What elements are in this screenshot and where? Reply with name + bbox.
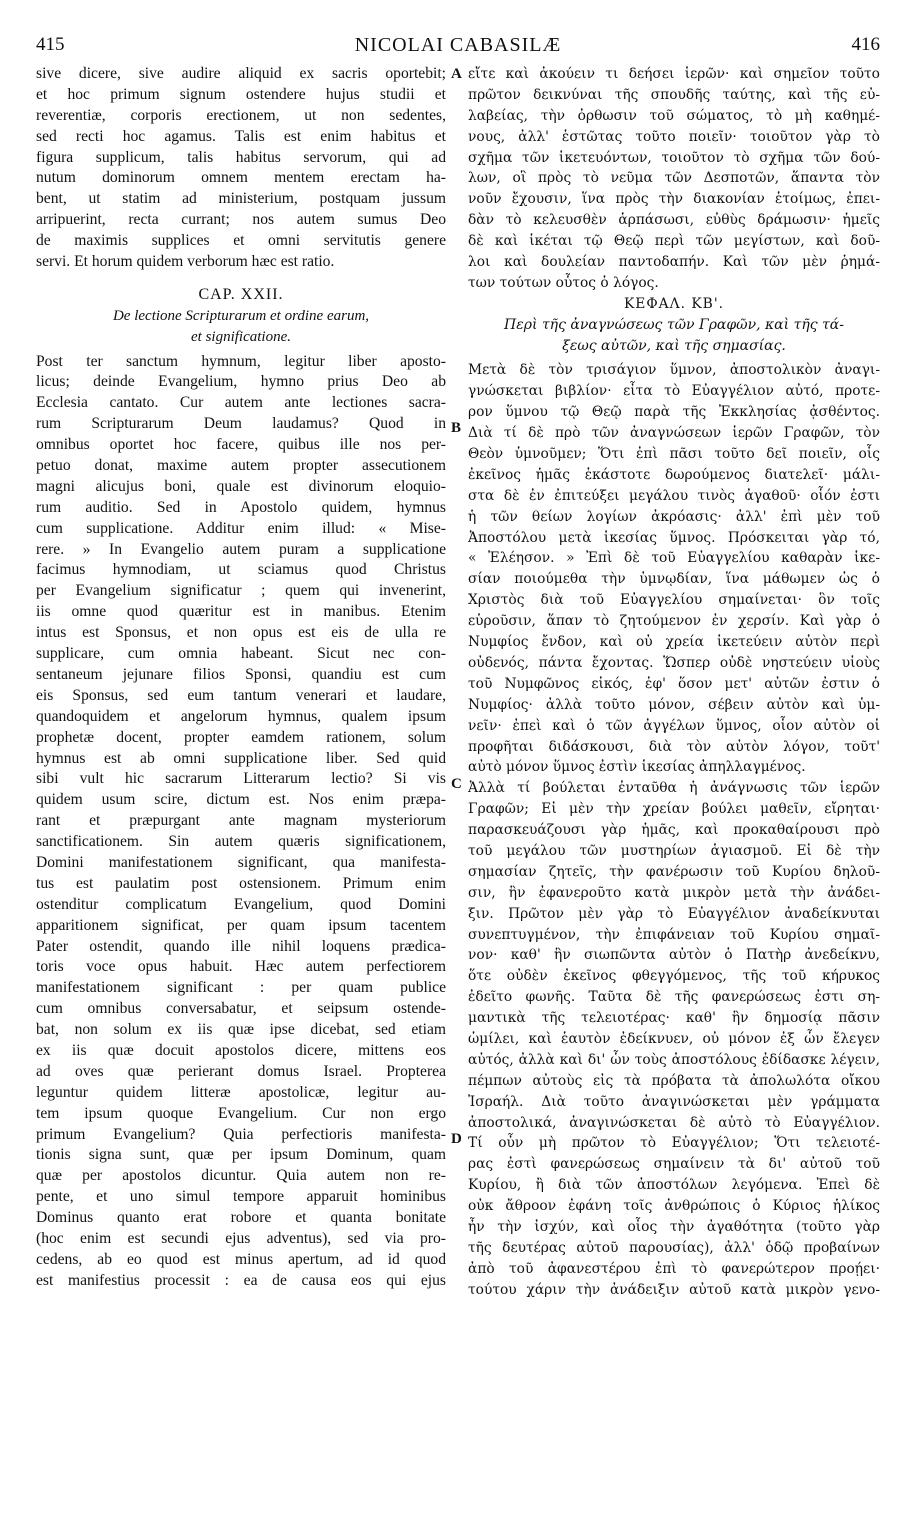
text-line: bent, ut statim ad ministerium, postquam jussum: [36, 190, 446, 208]
page-number-right: 416: [851, 34, 880, 55]
text-line: μαντικὰ τῆς τελειοτέρας· καθ' ἣν δημοσίᾳ πᾶσιν: [468, 1010, 880, 1027]
text-line: νον· καθ' ἣν σιωπῶντα αὐτὸν ὁ Πατὴρ ἀνεδείκνυ,: [468, 947, 880, 964]
text-line: Ἀποστόλου μετὰ ἱκεσίας ὕμνος. Πρόσκειται γὰρ τό,: [468, 529, 880, 546]
text-line: cedens, ab eo quod est minus apertum, ad id quod: [36, 1250, 446, 1268]
text-line: νοῦν ἔχουσιν, ἵνα πρὸς τὴν διακονίαν ἑτοίμως, ἐπει-: [468, 191, 880, 208]
page-number-left: 415: [36, 34, 65, 55]
text-line: σίαν ποιούμεθα τὴν ὑμνῳδίαν, ἵνα μάθωμεν ὡς ὁ: [468, 571, 880, 588]
text-line: rum Scripturarum Deum laudamus? Quod in: [36, 415, 446, 433]
text-line: Pater ostendit, quando ille nihil loquens prædica-: [36, 937, 446, 955]
text-line: ἀποστολικά, ἀναγινώσκεται δὲ αὐτὸ τὸ Εὐαγγέλιον.: [468, 1114, 880, 1131]
chapter-title: ΚΕΦΑΛ. ΚΒ'.: [623, 295, 724, 312]
text-line: rum auditio. Sed in Apostolo quidem, hymnus: [36, 498, 446, 516]
section-marker-c: C: [451, 776, 462, 792]
text-line: toris voce opus habuit. Hæc autem perfectiorem: [36, 958, 446, 976]
text-line: bat, non solum ex iis quæ ipse dicebat, sed etiam: [36, 1021, 446, 1039]
text-line: sed recti hoc agamus. Talis est enim habitus et: [36, 127, 446, 145]
spacer: [36, 273, 446, 285]
text-line: supplicare, cum omnia habeant. Sicut nec con-: [36, 645, 446, 663]
text-line: ξιν. Πρῶτον μὲν γὰρ τὸ Εὐαγγέλιον ἀναδείκνυται: [468, 905, 880, 922]
text-line: σημασίαν ζητεῖς, τὴν φανέρωσιν τοῦ Κυρίου δηλοῦ-: [468, 863, 880, 880]
text-line: quidem usum scire, dictum est. Nos enim præpa-: [36, 791, 446, 809]
text-line: ἡ τῶν θείων λογίων ἀκρόασις· ἀλλ' ἐπὶ μὲν τοῦ: [468, 508, 880, 525]
text-line: σχῆμα τῶν ἱκετευόντων, τοιοῦτον τὸ σχῆμα τῶν δού-: [468, 149, 880, 166]
text-line: τοῦ Νυμφῶνος εἰκός, ἐφ' ὅσον μετ' αὐτῶν ἐστιν ὁ: [468, 675, 880, 692]
text-line: apparitionem significat, per quam ipsum tacentem: [36, 916, 446, 934]
greek-intro-paragraph: [468, 64, 880, 294]
text-line: « Ἐλέησον. » Ἐπὶ δὲ τοῦ Εὐαγγελίου καθαρὰν ἱκε-: [468, 550, 880, 567]
text-line: τῆς δευτέρας αὐτοῦ παρουσίας), ἀλλ' ὁδῷ προβαίνων: [468, 1239, 880, 1256]
text-line: λαβείας, τὴν ὀρθωσιν τοῦ σώματος, τὸ μὴ καθημέ-: [468, 107, 880, 124]
text-line: sanctificationem. Sin autem quæris significationem,: [36, 833, 446, 851]
section-marker-a: A: [451, 66, 462, 82]
text-line: sibi vult hic sacrarum Litterarum lectio? Si vis: [36, 770, 446, 788]
text-line: Διὰ τί δὲ πρὸ τῶν ἀναγνώσεων ἱερῶν Γραφῶν, τὸν: [468, 425, 880, 442]
text-line: (hoc enim est secundi ejus adventus), sed via pro-: [36, 1229, 446, 1247]
greek-column: [468, 64, 880, 1301]
text-line: rere. » In Evangelio autem puram a supplicatione: [36, 540, 446, 558]
text-line: sentaneum jejunare filios Sponsi, quandiu est cum: [36, 665, 446, 683]
text-line: Τί οὖν μὴ πρῶτον τὸ Εὐαγγέλιον; Ὅτι τελειοτέ-: [468, 1135, 880, 1152]
text-line: ex iis quæ docuit apostolos dicere, mittens eos: [36, 1041, 446, 1059]
text-line: quæ per apostolos dicuntur. Quia autem non re-: [36, 1167, 446, 1185]
text-line: omnibus oportet hoc facere, quibus ille nos per-: [36, 436, 446, 454]
text-line: Θεὸν ὑμνοῦμεν; Ὅτι ἐπὶ πᾶσι τοῦτο δεῖ ποιεῖν, οἷς: [468, 446, 880, 463]
text-line: sive dicere, sive audire aliquid ex sacris oportebit;: [36, 65, 446, 82]
text-line: οὐδενός, πάντα ἔχοντας. Ὥσπερ οὐδὲ νηστεύειν υἱοὺς: [468, 654, 880, 671]
text-line: nutum dominorum omnem mentem erectam ha-: [36, 169, 446, 187]
chapter-subtitle-line: Περὶ τῆς ἀναγνώσεως τῶν Γραφῶν, καὶ τῆς τά-: [504, 316, 844, 333]
text-line: εἴτε καὶ ἀκούειν τι δεήσει ἱερῶν· καὶ σημεῖον τοῦτο: [468, 66, 880, 82]
text-line: licus; deinde Evangelium, hymno prius Deo ab: [36, 373, 446, 391]
text-line: quandoquidem et angelorum hymnus, qualem ipsum: [36, 707, 446, 725]
text-line: ρας ἐστὶ φανερώσεως σημαίνειν τὰ δι' αὐτοῦ τοῦ: [468, 1156, 880, 1173]
text-line: primum Evangelium? Quia perfectioris manifesta-: [36, 1125, 446, 1143]
text-line: αὐτὸ μόνον ὕμνος ἐστὶν ἱκεσίας ἀπηλλαγμένος.: [468, 759, 806, 776]
text-line: πρῶτον δεικνύναι τῆς σπουδῆς ταύτης, καὶ τῆς εὐ-: [468, 86, 880, 103]
text-line: τούτου χάριν τὴν ἀνάδειξιν αὐτοῦ κατὰ μικρὸν γενο-: [468, 1281, 880, 1298]
text-line: Μετὰ δὲ τὸν τρισάγιον ὕμνον, ἀποστολικὸν ἀναγι-: [468, 362, 880, 379]
text-line: ἐκεῖνος ἡμᾶς ἑκάστοτε δωρούμενος διατελεῖ· μάλι-: [468, 466, 880, 483]
text-line: ὡμίλει, καὶ ἑαυτὸν ἐδείκνυεν, οὐ μόνον ἐξ ὧν ἔλεγεν: [468, 1030, 880, 1047]
text-line: Ἰσραήλ. Διὰ τοῦτο ἀναγινώσκεται μὲν γράμματα: [468, 1093, 880, 1110]
text-line: Ecclesia cantato. Cur autem ante lectiones sacra-: [36, 394, 446, 412]
chapter-subtitle-line: De lectione Scripturarum et ordine earum,: [112, 307, 370, 324]
text-line: leguntur quidem litteræ apostolicæ, legitur au-: [36, 1083, 446, 1101]
text-line: est manifestius processit : ea de causa eos qui ejus: [36, 1271, 446, 1289]
running-title: NICOLAI CABASILÆ: [354, 34, 562, 56]
text-line: eis Sponsus, sed eum tantum venerari et laudare,: [36, 686, 446, 704]
text-line: iis omne quod quæritur est in manibus. Etenim: [36, 603, 446, 621]
text-line: manifestationem significant : per quam publice: [36, 979, 446, 997]
text-line: των τούτων οὗτος ὁ λόγος.: [468, 274, 659, 291]
text-line: arripuerint, recta currant; nos autem sumus Deo: [36, 211, 446, 229]
text-line: Χριστὸς διὰ τοῦ Εὐαγγελίου σημαίνεται· ὃν τοῖς: [468, 592, 880, 609]
text-line: γνώσκεται βιβλίον· εἶτα τὸ Εὐαγγέλιον αὐτό, προτε-: [468, 383, 880, 400]
greek-body-paragraph: [468, 360, 880, 1300]
text-line: tionis signa sunt, quæ per ipsum Dominum, quam: [36, 1146, 446, 1164]
text-line: λοι καὶ δουλείαν παντοδαπήν. Καὶ τῶν μὲν ῥημά-: [468, 254, 880, 271]
text-line: rant et præpurgant ante magnam mysteriorum: [36, 812, 446, 830]
text-line: de maximis supplices et omni servitutis genere: [36, 232, 446, 250]
text-line: petuo donat, maxime autem propter assecutionem: [36, 457, 446, 475]
text-line: per Evangelium significatur ; quem qui invenerint,: [36, 582, 446, 600]
text-line: συνεπτυγμένον, τὴν ἐπιφάνειαν τοῦ Κυρίου σημαῖ-: [468, 926, 880, 943]
latin-column: [36, 64, 446, 1292]
text-line: νους, ἀλλ' ἑστῶτας τοῦτο ποιεῖν· τοιοῦτον γὰρ τὸ: [468, 128, 880, 145]
latin-intro-paragraph: [36, 64, 446, 273]
text-line: Ἀλλὰ τί βούλεται ἐνταῦθα ἡ ἀνάγνωσις τῶν ἱερῶν: [468, 780, 880, 797]
text-line: tem ipsum quoque Evangelium. Cur non ergo: [36, 1104, 446, 1122]
text-line: δὰν τὸ κελευσθὲν ἁρπάσωσι, εὐθὺς δράμωσιν· ἡμεῖς: [468, 212, 880, 229]
text-line: tus est paulatim post ostensionem. Primum enim: [36, 874, 446, 892]
text-line: στα δὲ ἐν ἐπιτεύξει μεγάλου τινὸς ἀγαθοῦ· οἷόν ἐστι: [468, 487, 880, 504]
text-line: Domini manifestationem significant, qua manifesta-: [36, 853, 446, 871]
text-line: Γραφῶν; Εἰ μὲν τὴν χρείαν βούλει μαθεῖν, εἴρηται·: [468, 801, 880, 818]
latin-body-paragraph: [36, 352, 446, 1292]
section-marker-b: B: [451, 420, 462, 436]
text-line: Νυμφίος· ἀλλὰ τοῦτο μόνον, σέβειν αὐτὸν καὶ ὑμ-: [468, 696, 880, 713]
text-line: αὐτός, ἀλλὰ καὶ δι' ὧν τοὺς ἀποστόλους ἐδίδασκε λέγειν,: [468, 1051, 880, 1068]
chapter-subtitle-line: et significatione.: [191, 328, 291, 345]
text-line: et hoc primum signum ostendere hujus studii et: [36, 85, 446, 103]
text-line: εὑροῦσιν, ἅπαν τὸ ζητούμενον ἐν χερσίν. Καὶ γὰρ ὁ: [468, 613, 880, 630]
text-line: ἐδεῖτο φωνῆς. Ταῦτα δὲ τῆς φανερώσεως ἐστι ση-: [468, 989, 880, 1006]
text-line: τοῦ μεγάλου τῶν μυστηρίων ἁγιασμοῦ. Εἰ δὲ τὴν: [468, 842, 880, 859]
chapter-subtitle-line: ξεως αὐτῶν, καὶ τῆς σημασίας.: [562, 337, 786, 354]
text-line: ostenditur complicatum Evangelium, quod Domini: [36, 895, 446, 913]
text-line: ἀπὸ τοῦ ἀφανεστέρου ἐπὶ τὸ φανερώτερον προῄει·: [468, 1260, 880, 1277]
text-line: intus est Sponsus, et non opus est eis de ulla re: [36, 624, 446, 642]
text-line: pente, et uno simul tempore apparuit hominibus: [36, 1188, 446, 1206]
text-line: προφῆται διδάσκουσι, διὰ τὸν αὐτὸν λόγον, τοῦτ': [468, 738, 880, 755]
text-line: hymnus est ab omni supplicatione liber. Sed quid: [36, 749, 446, 767]
text-line: παρασκευάζουσι γὰρ ἡμᾶς, καὶ προκαθαίρουσι πρὸ: [468, 822, 880, 839]
text-line: ρον ὕμνου τῷ Θεῷ παρὰ τῆς Ἐκκλησίας ᾀσθέντος.: [468, 404, 880, 421]
text-line: magni alicujus boni, quale est divinorum eloquio-: [36, 477, 446, 495]
text-line: prophetæ docent, propter eamdem rationem, solum: [36, 728, 446, 746]
text-line: σιν, ἣν ἐφανεροῦτο κατὰ μικρὸν μετὰ τὴν ἀνάδει-: [468, 884, 880, 901]
text-line: νεῖν· ἐπεὶ καὶ ὁ τῶν ἀγγέλων ὕμνος, οἷον αὐτὸν οἱ: [468, 717, 880, 734]
text-line: reverentiæ, corporis erectionem, ut non sedentes,: [36, 106, 446, 124]
text-line: Dominus quanto erat robore et quanta bonitate: [36, 1209, 446, 1227]
chapter-title: CAP. XXII.: [198, 285, 284, 303]
text-line: facimus hymnodiam, ut sciamus quod Christus: [36, 561, 446, 579]
text-line: ὅτε οὐδὲν ἐκεῖνος φθεγγόμενος, τῆς τοῦ κήρυκος: [468, 968, 880, 985]
running-header: [36, 34, 880, 58]
text-line: δὲ καὶ ἱκέται τῷ Θεῷ περὶ τῶν μεγίστων, καὶ δοῦ-: [468, 233, 880, 250]
text-line: Post ter sanctum hymnum, legitur liber aposto-: [36, 352, 446, 370]
text-line: servi. Et horum quidem verborum hæc est ratio.: [36, 253, 335, 271]
text-line: λων, οἳ πρὸς τὸ νεῦμα τῶν Δεσποτῶν, ἅπαντα τὸν: [468, 170, 880, 187]
text-line: figura supplicum, talis habitus servorum, qui ad: [36, 148, 446, 166]
text-line: cum omnibus conversabatur, et seipsum ostende-: [36, 1000, 446, 1018]
text-line: ἦν τὴν ἰσχύν, καὶ οἷος τὴν ἀγαθότητα (τοῦτο γὰρ: [468, 1218, 880, 1235]
text-line: οὐκ ἄθροον ἐφάνη τοῖς ἀνθρώποις ὁ Κύριος ἡλίκος: [468, 1198, 880, 1215]
text-line: Κυρίου, ἢ διὰ τῶν ἀποστόλων λεγόμενα. Ἐπεὶ δὲ: [468, 1177, 880, 1194]
text-line: cum supplicatione. Additur enim illud: « Mise-: [36, 519, 446, 537]
text-line: πέμπων αὐτοὺς εἰς τὰ πρόβατα τὰ ἀπολωλότα οἴκου: [468, 1072, 880, 1089]
text-line: Νυμφίος ἔνδον, καὶ οὐ χρεία ἱκετεύειν αὐτὸν περὶ: [468, 634, 880, 651]
section-marker-d: D: [451, 1131, 462, 1147]
text-line: ad oves quæ perierant domus Israel. Propterea: [36, 1062, 446, 1080]
